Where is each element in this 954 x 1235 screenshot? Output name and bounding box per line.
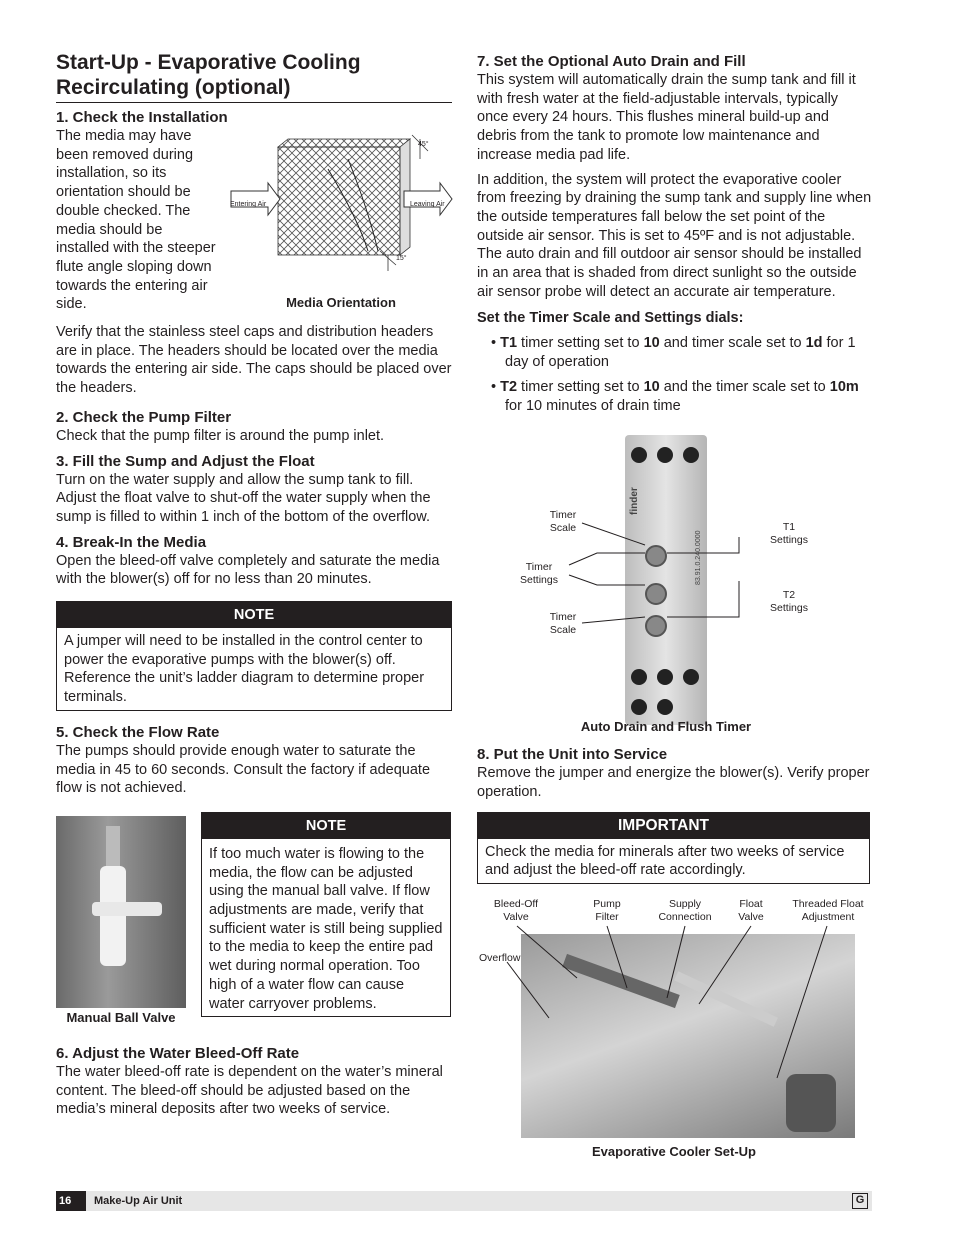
section-7-text2: In addition, the system will protect the evaporative cooler from freezing by draining the sump tank and supply line when the outside temperatures fall below the set point of the outside air sensor. This is set to 45ºF and is not adjustable. The auto drain and fill outdoor air sensor should be installed in an area that is shaded from direct sunlight so the outside air sensor probe will detect an accurate air temperature.	[477, 171, 872, 300]
section-1-text2: Verify that the stainless steel caps and distribution headers are in place. The headers should be located over the media towards the entering air side. The caps should be placed over the headers.	[56, 324, 452, 397]
angle-45-label: 45°	[418, 141, 429, 148]
footer-label: Make-Up Air Unit	[94, 1195, 183, 1207]
note-box-flow	[201, 812, 451, 1017]
note-label: NOTE	[57, 602, 451, 628]
section-1-text: The media may have been removed during installation, so its orientation should be double checked. The media should be installed with the steeper flute angle sloping down towards the entering air side.	[56, 128, 216, 313]
cooler-callout-lines	[477, 898, 872, 1160]
entering-air-label: Entering Air	[230, 201, 267, 208]
timer-settings-label: Timer Settings	[520, 561, 558, 587]
media-orientation-figure	[228, 129, 454, 315]
section-3-heading: 3. Fill the Sump and Adjust the Float	[56, 452, 315, 470]
important-box	[477, 812, 870, 884]
note-text: If too much water is flowing to the media, the flow can be adjusted using the manual ball valve. If flow adjustments are made, verify that sufficient water is still being supplied to the media to keep the entire pad wet during normal operation. Too high of a water flow can cause water carryover problems.	[209, 845, 443, 1012]
timer-figure	[477, 425, 872, 737]
timer-caption: Auto Drain and Flush Timer	[580, 719, 752, 735]
overflow-label: Overflow	[479, 952, 521, 965]
right-column	[477, 52, 872, 1160]
important-label: IMPORTANT	[478, 813, 869, 839]
note-label: NOTE	[202, 813, 450, 839]
timer-scale-1-label: Timer Scale	[549, 509, 577, 535]
timer-scale-2-label: Timer Scale	[549, 611, 577, 637]
section-4-heading: 4. Break-In the Media	[56, 533, 207, 551]
timer-model-label: 83.91.0.240.0000	[695, 530, 702, 586]
t1-settings-label: T1 Settings	[770, 521, 808, 547]
important-text: Check the media for minerals after two weeks of service and adjust the bleed-off rate accordingly.	[485, 843, 845, 879]
section-7-text: This system will automatically drain the sump tank and fill it with fresh water at the field-adjustable intervals, typically once every 24 hours. This flushes mineral build-up and debris from the tank to promote low maintenance and increase media pad life.	[477, 72, 856, 163]
manual-ball-valve-photo	[56, 816, 186, 1008]
media-diagram	[228, 129, 454, 289]
section-2-text: Check that the pump filter is around the pump inlet.	[56, 427, 385, 444]
section-6-text: The water bleed-off rate is dependent on the water’s mineral content. The bleed-off should be adjusted based on the media’s mineral deposits after two weeks of service.	[56, 1063, 443, 1118]
section-5-text: The pumps should provide enough water to saturate the media in 45 to 60 seconds. Consult the factory if adequate flow is not achieved.	[56, 742, 431, 797]
section-6-heading: 6. Adjust the Water Bleed-Off Rate	[56, 1044, 300, 1062]
threaded-float-adjustment-label: Threaded Float Adjustment	[792, 898, 864, 924]
bullet-t2: • T2 timer setting set to 10 and the timer scale set to 10m for 10 minutes of drain time	[491, 378, 859, 414]
float-valve-label: Float Valve	[738, 898, 764, 924]
flow-block	[56, 812, 452, 1034]
media-orientation-caption: Media Orientation	[286, 295, 396, 310]
bleed-off-valve-label: Bleed-Off Valve	[493, 898, 539, 924]
cooler-figure	[477, 898, 872, 1160]
page-number: 16	[56, 1191, 86, 1211]
section-7-heading: 7. Set the Optional Auto Drain and Fill	[477, 53, 746, 70]
pump-filter-label: Pump Filter	[593, 898, 621, 924]
page-footer	[56, 1191, 872, 1211]
dials-heading: Set the Timer Scale and Settings dials:	[477, 310, 744, 327]
section-3-text: Turn on the water supply and allow the sump tank to fill. Adjust the float valve to shut-off the water supply when the sump is filled to within 1 inch of the bottom of the overflow.	[56, 471, 431, 525]
note-text: A jumper will need to be installed in the control center to power the evaporative pumps with the blower(s) off. Reference the unit’s ladder diagram to determine proper terminals.	[64, 633, 425, 706]
brand-logo-icon: G	[852, 1193, 868, 1209]
t2-settings-label: T2 Settings	[770, 589, 808, 615]
angle-15-label: 15°	[396, 255, 407, 262]
supply-connection-label: Supply Connection	[658, 898, 712, 924]
section-1-heading: 1. Check the Installation	[56, 109, 228, 126]
left-column	[56, 50, 452, 1119]
section-2-heading: 2. Check the Pump Filter	[56, 408, 232, 426]
manual-ball-valve-caption: Manual Ball Valve	[66, 1009, 176, 1025]
section-8-heading: 8. Put the Unit into Service	[477, 746, 668, 764]
note-box-jumper	[56, 601, 452, 711]
bullet-t1: • T1 timer setting set to 10 and timer scale set to 1d for 1 day of operation	[491, 335, 856, 371]
leaving-air-label: Leaving Air	[410, 201, 445, 208]
section-4-text: Open the bleed-off valve completely and saturate the media with the blower(s) off for no less than 20 minutes.	[56, 552, 440, 588]
section-1-block	[56, 127, 452, 315]
cooler-caption: Evaporative Cooler Set-Up	[592, 1144, 756, 1160]
page-title: Start-Up - Evaporative Cooling Recirculating (optional)	[56, 50, 452, 103]
timer-brand-label: finder	[629, 487, 640, 516]
section-8-text: Remove the jumper and energize the blower(s). Verify proper operation.	[477, 765, 870, 800]
section-5-heading: 5. Check the Flow Rate	[56, 723, 220, 741]
